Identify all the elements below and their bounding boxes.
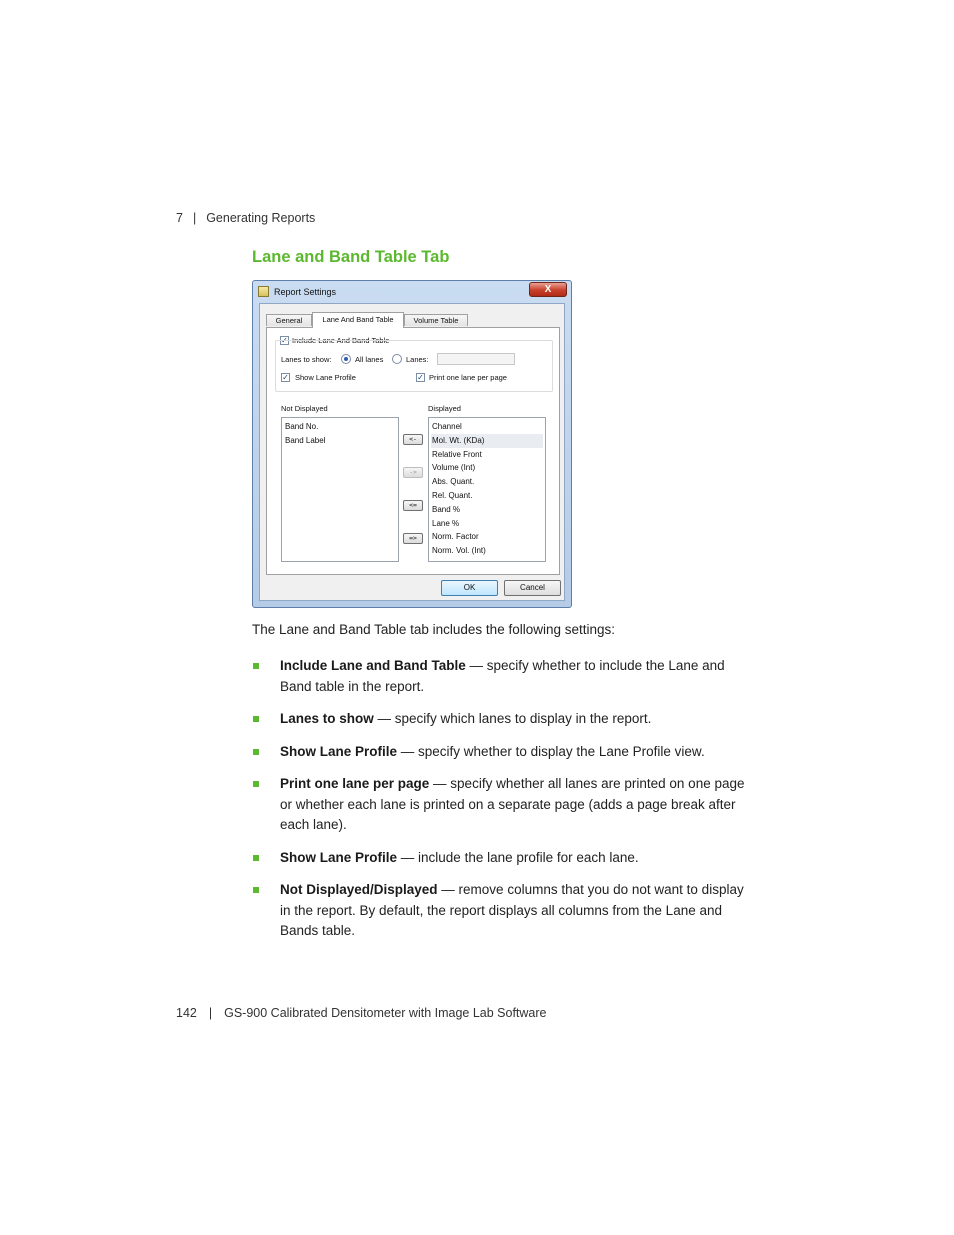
print-one-lane-checkbox[interactable]: ✓ bbox=[417, 373, 424, 382]
setting-term: Print one lane per page bbox=[280, 776, 430, 791]
ok-button[interactable]: OK bbox=[441, 580, 498, 596]
page-number: 142 bbox=[176, 1006, 197, 1020]
move-all-right-button[interactable]: => bbox=[403, 533, 423, 544]
lanes-input[interactable] bbox=[437, 353, 515, 365]
dialog-titlebar[interactable] bbox=[253, 281, 571, 303]
tab-lane-and-band-table[interactable]: Lane And Band Table bbox=[312, 312, 404, 328]
close-icon: X bbox=[544, 284, 552, 295]
list-item[interactable]: Band % bbox=[432, 504, 461, 514]
move-right-button[interactable]: -> bbox=[403, 467, 423, 478]
lanes-to-show-label: Lanes to show: bbox=[281, 355, 332, 364]
setting-term: Include Lane and Band Table bbox=[280, 658, 466, 673]
list-item[interactable]: Channel bbox=[432, 422, 462, 431]
dialog-title: Report Settings bbox=[274, 287, 337, 297]
report-settings-dialog bbox=[252, 280, 572, 608]
setting-term: Show Lane Profile bbox=[280, 743, 398, 759]
displayed-listbox[interactable] bbox=[428, 417, 546, 562]
list-item[interactable]: Abs. Quant. bbox=[432, 477, 475, 487]
list-item bbox=[252, 742, 752, 763]
all-lanes-radio[interactable] bbox=[341, 354, 351, 364]
lanes-group bbox=[275, 340, 553, 392]
chapter-title: Generating Reports bbox=[206, 211, 316, 225]
settings-list bbox=[252, 656, 752, 954]
move-left-button[interactable]: <- bbox=[403, 434, 423, 445]
setting-description: — specify whether to include the Lane and Band table in the report. bbox=[280, 658, 725, 694]
header-separator: | bbox=[192, 211, 197, 225]
list-item bbox=[252, 880, 752, 942]
setting-description: — include the lane profile for each lane. bbox=[397, 849, 639, 865]
cancel-button[interactable]: Cancel bbox=[504, 580, 561, 596]
square-bullet-icon bbox=[253, 887, 259, 893]
list-item bbox=[252, 656, 752, 697]
include-lane-band-table-checkbox[interactable]: ✓ bbox=[281, 336, 288, 345]
square-bullet-icon bbox=[253, 749, 259, 755]
setting-term: Lanes to show bbox=[280, 711, 374, 726]
print-one-lane-label: Print one lane per page bbox=[429, 373, 507, 382]
setting-description: — specify whether all lanes are printed on one page or whether each lane is printed on a separate page (adds a page break after each lane). bbox=[280, 776, 745, 832]
list-item[interactable]: Band Label bbox=[285, 435, 326, 445]
list-item-selected[interactable]: Mol. Wt. (KDa) bbox=[431, 434, 543, 448]
setting-description: — remove columns that you do not want to display in the report. By default, the report displays all columns from the Lane and Bands table. bbox=[280, 882, 744, 938]
move-all-left-button[interactable]: <= bbox=[403, 500, 423, 511]
dialog-client-area bbox=[259, 303, 565, 601]
list-item[interactable]: Band No. bbox=[285, 422, 319, 431]
list-item bbox=[252, 709, 752, 730]
list-item[interactable]: Relative Front bbox=[432, 449, 482, 459]
lanes-radio[interactable] bbox=[392, 354, 402, 364]
report-settings-icon bbox=[258, 286, 269, 297]
close-button[interactable] bbox=[529, 282, 567, 297]
list-item[interactable]: Norm. Factor bbox=[432, 532, 479, 542]
list-item[interactable]: Lane % bbox=[432, 518, 460, 528]
square-bullet-icon bbox=[253, 663, 259, 669]
list-item[interactable]: Norm. Vol. (Int) bbox=[432, 546, 486, 556]
chapter-number: 7 bbox=[176, 211, 183, 225]
lanes-label: Lanes: bbox=[406, 355, 429, 364]
list-item bbox=[252, 848, 752, 869]
book-title: GS-900 Calibrated Densitometer with Image Lab Software bbox=[224, 1006, 547, 1020]
square-bullet-icon bbox=[253, 781, 259, 787]
square-bullet-icon bbox=[253, 716, 259, 722]
page-footer bbox=[176, 1006, 547, 1020]
list-item[interactable]: Volume (Int) bbox=[432, 463, 476, 473]
show-lane-profile-label: Show Lane Profile bbox=[295, 373, 356, 382]
include-lane-band-table-label: Include Lane And Band Table bbox=[292, 336, 390, 345]
setting-description: — specify which lanes to display in the report. bbox=[373, 711, 652, 726]
tab-general[interactable]: General bbox=[266, 314, 312, 326]
setting-description: — specify whether to display the Lane Profile view. bbox=[397, 743, 705, 759]
setting-term: Not Displayed/Displayed bbox=[280, 882, 438, 897]
section-title: Lane and Band Table Tab bbox=[252, 248, 450, 266]
displayed-label: Displayed bbox=[428, 404, 461, 413]
square-bullet-icon bbox=[253, 855, 259, 861]
list-item bbox=[252, 774, 752, 836]
all-lanes-label: All lanes bbox=[355, 355, 384, 364]
running-header bbox=[176, 211, 315, 225]
not-displayed-label: Not Displayed bbox=[281, 404, 328, 413]
show-lane-profile-checkbox[interactable]: ✓ bbox=[282, 373, 289, 382]
list-item[interactable]: Rel. Quant. bbox=[432, 490, 473, 500]
not-displayed-listbox[interactable] bbox=[281, 417, 399, 562]
tab-panel-lane-and-band-table bbox=[266, 327, 560, 575]
intro-paragraph: The Lane and Band Table tab includes the following settings: bbox=[252, 622, 616, 637]
footer-separator: | bbox=[208, 1006, 213, 1020]
setting-term: Show Lane Profile bbox=[280, 849, 398, 865]
tab-volume-table[interactable]: Volume Table bbox=[404, 314, 468, 326]
